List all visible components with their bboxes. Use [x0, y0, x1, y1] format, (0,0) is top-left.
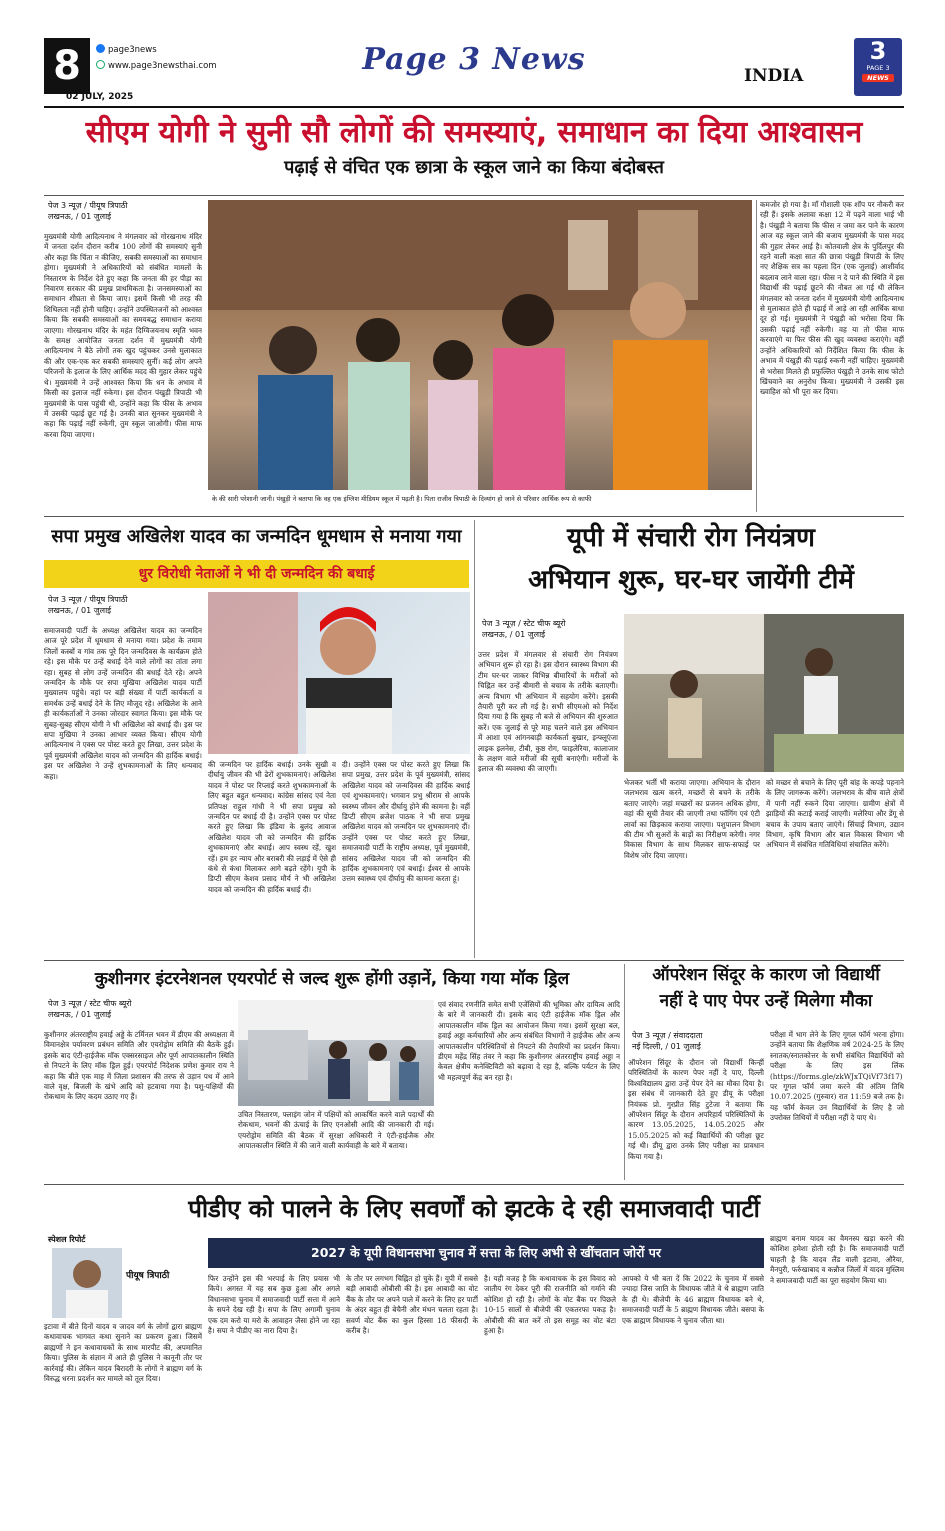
story3-photo [624, 614, 904, 772]
story1-caption: के की सारी परेशानी जानी। पंखुड़ी ने बताया कि वह एक इंग्लिश मीडियम स्कूल में पढ़ती है। पिता राजीव त्रिपाठी के दिव्यांग हो जाने से परिवार आर्थिक रूप से काफी [212, 495, 592, 503]
akhilesh-portrait [208, 592, 470, 754]
divider [624, 964, 625, 1180]
story6-column-2: फिर उन्होंने इस की भरपाई के लिए प्रयास भी किये। अगस्त में यह सब कुछ हुआ और अगले विधानसभा चुनाव में समाजवादी पार्टी सत्ता में आने के सपने देख रही है। सपा के लिए अगामी चुनाव एक दम करो या मरो के आवाहन जैसा होने जा रहा है। सपा ने पीडीए का नारा दिया है। [208, 1274, 340, 1336]
story6-column-3: के तौर पर लगभग चिह्नित हो चुके हैं। यूपी में सबसे बड़ी आबादी ओबीसी की है। इस आबादी का वोट बैंक के तौर पर अपने पाले में करने के लिए हर पार्टी के अंदर बहुत ही बेचैनी और मंथन चलता रहता है। सवर्ण वोट बैंक का कुल हिस्सा 18 फीसदी के करीब है। [346, 1274, 478, 1336]
page-number: 8 [44, 38, 90, 94]
story1-column-3: कमजोर हो गया है। माँ गौशाली एक शॉप पर नौकरी कर रही हैं। इसके अलावा कक्षा 12 में पढ़ने वाला भाई भी है। पंखुड़ी ने बताया कि फीस न जमा कर पाने के कारण आज वह स्कूल जाने की बजाय मुख्यमंत्री के पास मदद की गुहार लेकर आई है। कोतवाली क्षेत्र के पुर्दिलपुर की रहने वाली कक्षा सात की छात्रा पंखुड़ी त्रिपाठी के लिए नए शैक्षिक सत्र का पहला दिन (एक जुलाई) आशीर्वाद बदलाव लाने वाला रहा। फीस न दे पाने की स्थिति में इस विद्यार्थी की पढ़ाई छूटने की नौबत आ गई थी लेकिन मंगलवार को जनता दर्शन में मुख्यमंत्री योगी आदित्यनाथ से मुलाकात होते ही पढ़ाई में आड़े आ रही आर्थिक बाधा दूर हो गई। मुख्यमंत्री ने पंखुड़ी को भरोसा दिया कि उसकी पढ़ाई नहीं रुकेगी। वह या तो फीस माफ करवाएंगे या फिर फीस की खुद व्यवस्था कराएंगे। वहीं उन्होंने अधिकारियों को निर्देशित किया कि फीस के अभाव में पंखुड़ी की पढ़ाई रुकनी नहीं चाहिए। मुख्यमंत्री से भरोसा मिलते ही प्रफुल्लित पंखुड़ी ने उनके साथ फोटो खिंचवाने का अनुरोध किया। मुख्यमंत्री ने उसकी इस ख्वाहिश को भी पूरा कर दिया। [760, 200, 904, 397]
story3-headline-2: अभियान शुरू, घर-घर जायेंगी टीमें [528, 565, 854, 595]
story1-column-1: मुख्यमंत्री योगी आदित्यनाथ ने मंगलवार को गोरखनाथ मंदिर में जनता दर्शन दौरान करीब 100 लोगों की समस्याएं सुनी और कहा कि चिंता न कीजिए, सबकी समस्याओं का समाधान होगा। मुख्यमंत्री ने अधिकारियों को संबंधित मामलों के निस्तारण के निर्देश देते हुए कहा कि जनता की हर पीड़ा का निवारण सरकार की प्रमुख प्राथमिकता है। जनसमस्याओं का समाधान शीघ्रता से किया जाए। इसमें किसी भी तरह की शिथिलता नहीं होनी चाहिए। उन्होंने उपस्थितजनों को आश्वस्त किया कि सबकी समस्याओं का समयबद्ध समाधान कराया जाएगा। गोरखनाथ मंदिर के महंत दिग्विजयनाथ स्मृति भवन के समक्ष आयोजित जनता दर्शन में मुख्यमंत्री योगी आदित्यनाथ ने बैठे लोगों तक खुद पहुंचकर उनसे मुलाकात की और एक-एक कर सबकी समस्याएं सुनीं। कई लोग अपने परिजनों के इलाज के लिए आर्थिक मदद की गुहार लेकर पहुंचे थे। मुख्यमंत्री ने उन्हें आश्वस्त किया कि धन के अभाव में किसी का इलाज नहीं रुकेगा। इस दौरान पंखुड़ी त्रिपाठी भी मुख्यमंत्री के पास पहुंची थी, उन्होंने कहा कि फीस के अभाव में उसकी पढ़ाई छूट गई है। उनकी बात सुनकर मुख्यमंत्री ने कहा कि पढ़ाई नहीं रुकेगी, तुम स्कूल जाओगी। फीस माफ करवा दिया जाएगा। [44, 232, 202, 439]
story1-photo [208, 200, 752, 490]
newspaper-logo: Page 3 News [362, 42, 586, 77]
story3-column-3: को मच्छर से बचाने के लिए पूरी बांह के कपड़े पहनाने के लिए जागरूक करेंगे। जलभराव के बीच वाले क्षेत्रों में पानी नहीं रुकने दिया जाएगा। ग्रामीण क्षेत्रों में झाड़ियों की कटाई कराई जाएगी। मलेरिया और डेंगू से बचाव के उपाय बताए जाएंगे। सिंचाई विभाग, उद्यान विभाग, कृषि विभाग और बाल विकास विभाग भी अभियान में संबंधित गतिविधियां संचालित करेंगे। [766, 778, 904, 850]
story4-column-2: उचित निस्तारण, फ्लाइंग जोन में पक्षियों को आकर्षित करने वाले पदार्थों की रोकथाम, भवनों की ऊंचाई के लिए एनओसी आदि की जानकारी दी गई। एयरोड्रोम समिति की बैठक में सुरक्षा अधिकारी ने एंटी-हाईजैक और आपातकालीन स्थिति में की जाने वाली कार्यवाही के बारे में बताया। [238, 1110, 434, 1151]
globe-icon [96, 60, 105, 69]
story2-byline-place: लखनऊ, / 01 जुलाई [48, 606, 112, 615]
story4-headline: कुशीनगर इंटरनेशनल एयरपोर्ट से जल्द शुरू होंगी उड़ानें, किया गया मॉक ड्रिल [94, 969, 570, 989]
story4-photo [238, 1000, 434, 1106]
cm-meeting-photo [208, 200, 752, 490]
divider [44, 195, 904, 196]
story6-column-6: ब्राह्मण बनाम यादव का वैमनस्य खड़ा करने की कोशिश हमेशा होती रही है। कि समाजवादी पार्टी चाहती है कि यादव लैंड वाली इटावा, औरैया, मैनपुरी, फर्रुखाबाद व कन्नौज जिलों में यादव मुस्लिम ने समाजवादी पार्टी का पूरा सहयोग किया था। [770, 1234, 904, 1285]
story2-headline: सपा प्रमुख अखिलेश यादव का जन्मदिन धूमधाम से मनाया गया [51, 526, 462, 547]
airport-drill-photo [238, 1000, 434, 1106]
story2-byline [48, 594, 198, 616]
story1-subhead: पढ़ाई से वंचित एक छात्रा के स्कूल जाने का किया बंदोबस्त [284, 157, 664, 178]
social-handle[interactable]: page3news [96, 44, 157, 55]
story3-column-2: भेजकर भर्ती भी कराया जाएगा। अभियान के दौरान जलभराव खत्म करने, मच्छरों से बचने के तरीके बताए जाएंगे। जहां मच्छरों का प्रजनन अधिक होगा, वहां की सूची तैयार की जाएगी तथा फॉगिंग एवं एंटी लार्वा का छिड़काव कराया जाएगा। पशुपालन विभाग की टीम भी सुअरों के बाड़ों का निरीक्षण करेगी। नगर विकास विभाग के साथ मिलकर साफ-सफाई पर विशेष जोर दिया जाएगा। [624, 778, 760, 860]
story4-byline-place: लखनऊ, / 01 जुलाई [48, 1010, 112, 1019]
story5-byline-source: पेज 3 न्यूज़ / संवाददाता [632, 1031, 703, 1040]
story4-column-3: एवं संवाद रणनीति समेत सभी एजेंसियों की भूमिका और दायित्व आदि के बारे में जानकारी दी। इसके बाद एंटी हाईजैक मॉक ड्रिल और आपातकालीन मॉक ड्रिल का आयोजन किया गया। इसमें सुरक्षा बल, हवाई अड्डा कर्मचारियों और अन्य संबंधित विभागों ने हाईजैक और अन्य आपातकालीन परिस्थितियों से निपटने की तैयारियों का प्रदर्शन किया। डीएम महेंद्र सिंह तंवर ने कहा कि कुशीनगर अंतरराष्ट्रीय हवाई अड्डा न केवल क्षेत्रीय कनेक्टिविटी को बढ़ावा दे रहा है, बल्कि पर्यटन के लिए भी महत्वपूर्ण केंद्र बन रहा है। [438, 1000, 620, 1082]
story2-byline-source: पेज 3 न्यूज़ / पीयूष त्रिपाठी [48, 595, 128, 604]
story6-author: पीयूष त्रिपाठी [126, 1271, 170, 1281]
story6-special-label: स्पेशल रिपोर्ट [48, 1235, 86, 1244]
brand-badge [854, 38, 902, 96]
divider [44, 1184, 904, 1185]
story6-headline: पीडीए को पालने के लिए सवर्णों को झटके दे रही समाजवादी पार्टी [188, 1195, 760, 1223]
story3-headline-1: यूपी में संचारी रोग नियंत्रण [567, 523, 815, 553]
story6-column-1: इटावा में बीते दिनों यादव व जादव वर्ग के लोगों द्वारा ब्राह्मण कथावाचक भागवत कथा सुनाने का प्रकरण हुआ। जिसमें ब्राह्मणों ने इन कथावाचकों के साथ मारपीट की, अपमानित किया। पुलिस के संज्ञान में आते ही पुलिस ने कानूनी तौर पर कार्रवाई की। लेकिन यादव बिरादरी के लोगों ने ब्राह्मण वर्ग के विरुद्ध धरना प्रदर्शन कर मामले को तूल दिया। [44, 1322, 202, 1384]
story6-subhead: 2027 के यूपी विधानसभा चुनाव में सत्ता के लिए अभी से खींचतान जोरों पर [208, 1238, 764, 1268]
story4-byline-source: पेज 3 न्यूज़ / स्टेट चीफ ब्यूरो [48, 999, 132, 1008]
badge-line1: PAGE 3 [866, 64, 890, 72]
story4-byline [48, 998, 218, 1020]
story3-column-1: उत्तर प्रदेश में मंगलवार से संचारी रोग नियंत्रण अभियान शुरू हो रहा है। इस दौरान स्वास्थ्य विभाग की टीम घर-घर जाकर विभिन्न बीमारियों के मरीजों को चिह्नित कर उन्हें बीमारी से बचाव के तरीके बताएगी। अन्य विभाग भी अभियान में सहयोग करेंगे। इसकी तैयारी पूरी कर ली गई है। सभी सीएमओ को निर्देश दिया गया है कि सुबह नौ बजे से अभियान की शुरुआत करें। एक जुलाई से पूरे माह चलने वाले इस अभियान में आशा एवं आंगनबाड़ी कार्यकर्ता बुखार, इन्फ्लूएंजा लाइक इलनेस, टीबी, कुष्ठ रोग, फाइलेरिया, कालाजार के लक्षण वाले मरीजों की सूची बनाएंगी। मरीजों के इलाज की व्यवस्था की जाएगी। [478, 650, 618, 774]
divider [756, 200, 757, 512]
author-photo [52, 1248, 122, 1318]
divider [44, 960, 904, 961]
divider [44, 516, 904, 517]
story5-byline-place: नई दिल्ली, / 01 जुलाई [632, 1042, 701, 1051]
social-icon [96, 44, 105, 53]
story6-column-4: है। यही वजह है कि कथावाचक के इस विवाद को जातीय रंग देकर पूरी की राजनीति को गर्माने की कोशिश हो रही है। लोगों के वोट बैंक पर पिछले 10-15 सालों से बीजेपी की एकतरफा पकड़ है। ओबीसी की बात करें तो इस समूह का वोट बंटा हुआ है। [484, 1274, 616, 1336]
story3-byline-source: पेज 3 न्यूज़ / स्टेट चीफ ब्यूरो [482, 619, 566, 628]
issue-date: 02 JULY, 2025 [66, 92, 134, 102]
story6-column-5: आपको ये भी बता दें कि 2022 के चुनाव में सबसे ज्यादा जिस जाति के विधायक जीते वे थे ब्राह्मण जाति के ही थे। बीजेपी के 46 ब्राह्मण विधायक बने थे, समाजवादी पार्टी के 5 ब्राह्मण विधायक जीते। बसपा के एक ब्राह्मण विधायक ने चुनाव जीता था। [622, 1274, 764, 1325]
edition-label: INDIA [744, 66, 804, 86]
story2-column-2: की जन्मदिन पर हार्दिक बधाई। उनके सुखी व दीर्घायु जीवन की भी ढेरों शुभकामनाएं। अखिलेश यादव ने पोस्ट पर रिप्लाई करते शुभकामनाओं के लिए बहुत बहुत धन्यवाद। कांग्रेस सांसद एवं नेता प्रतिपक्ष राहुल गांधी ने भी सपा प्रमुख को जन्मदिन पर बधाई दी है। उन्होंने एक्स पर पोस्ट करते हुए लिखा कि इंडिया के बुलंद आवाज अखिलेश यादव जी को जन्मदिन की हार्दिक शुभकामनाएं और बधाई। आप स्वस्थ रहें, खुश रहें। हम हर न्याय और बराबरी की लड़ाई में ऐसे ही कंधे से कंधा मिलाकर आगे बढ़ते रहेंगे। यूपी के डिप्टी सीएम केशव प्रसाद मौर्य ने भी अखिलेश यादव को जन्मदिन की हार्दिक बधाई दी। [208, 760, 336, 894]
story2-column-1: समाजवादी पार्टी के अध्यक्ष अखिलेश यादव का जन्मदिन आज पूरे प्रदेश में धूमधाम से मनाया गया। प्रदेश के तमाम जिलों कस्बों व गांव तक पूरे दिन जन्मदिवस के कार्यक्रम होते रहे। इस मौके पर उन्हें बधाई देने वाले लोगों का तांता लगा रहा। सुबह से लोग उन्हें जन्मदिन की बधाई देते रहे। अपने जन्मदिन के मौके पर सपा मुखिया अखिलेश यादव पार्टी मुख्यालय पहुंचे। वहां पर बड़ी संख्या में पार्टी कार्यकर्ता व समर्थक उन्हें बधाई देने के लिए मौजूद रहे। अखिलेश के आने ही कार्यकर्ताओं ने उनका जोरदार स्वागत किया। इस मौके पर सुबह-सुबह सीएम योगी ने भी अखिलेश को बधाई दी। इस पर सपा मुखिया ने उनका आभार व्यक्त किया। सीएम योगी आदित्यनाथ ने एक्स पर पोस्ट करते हुए लिखा, उत्तर प्रदेश के पूर्व मुख्यमंत्री अखिलेश यादव को जन्मदिन की हार्दिक बधाई। इस पर अखिलेश ने उन्हें शुभकामनाओं के लिए धन्यवाद कहा। [44, 626, 202, 781]
masthead-rule [44, 106, 904, 108]
divider [474, 520, 475, 958]
story1-byline-source: पेज 3 न्यूज़ / पीयूष त्रिपाठी [48, 201, 128, 210]
website-link[interactable]: www.page3newsthai.com [96, 60, 217, 71]
story5-headline-1: ऑपरेशन सिंदूर के कारण जो विद्यार्थी [652, 965, 880, 985]
story5-column-2: परीक्षा में भाग लेने के लिए गूगल फॉर्म भरना होगा। उन्होंने बताया कि शैक्षणिक वर्ष 2024-25 के लिए स्नातक/स्नातकोत्तर के सभी संबंधित विद्यार्थियों को परीक्षा के लिए इस लिंक (https://forms.gle/zkWJxTQiVf73f17) पर गूगल फॉर्म जमा करने की अंतिम तिथि 10.07.2025 (गुरुवार) रात 11:59 बजे तक है। यह फॉर्म केवल उन विद्यार्थियों के लिए है जो उपरोक्त तिथियों में परीक्षा नहीं दे पाए थे। [770, 1030, 904, 1123]
masthead [44, 36, 904, 106]
story5-headline-2: नहीं दे पाए पेपर उन्हें मिलेगा मौका [659, 991, 873, 1011]
story1-byline-place: लखनऊ, / 01 जुलाई [48, 212, 112, 221]
badge-number: 3 [869, 37, 887, 65]
story1-headline: सीएम योगी ने सुनी सौ लोगों की समस्याएं, समाधान का दिया आश्वासन [85, 115, 863, 150]
story5-column-1: ऑपरेशन सिंदूर के दौरान जो विद्यार्थी किन्हीं परिस्थितियों के कारण पेपर नहीं दे पाए, दिल्ली विश्वविद्यालय द्वारा उन्हें पेपर देने का मौका दिया है। इस संबंध में जानकारी देते हुए डीयू के परीक्षा नियंत्रक प्रो. गुरप्रीत सिंह टुटेजा ने बताया कि ऑपरेशन सिंदूर के दौरान अपरिहार्य परिस्थितियों के कारण 13.05.2025, 14.05.2025 और 15.05.2025 को कई विद्यार्थियों की परीक्षा छूट गई थी। डीयू द्वारा उनके लिए परीक्षा का प्रावधान किया गया है। [628, 1058, 764, 1161]
story3-byline [482, 618, 622, 640]
health-team-photo [624, 614, 904, 772]
story2-subhead: धुर विरोधी नेताओं ने भी दी जन्मदिन की बधाई [44, 560, 469, 588]
story2-photo [208, 592, 470, 754]
badge-line2: NEWS [862, 74, 894, 82]
story4-column-1: कुशीनगर अंतरराष्ट्रीय हवाई अड्डे के टर्मिनल भवन में डीएम की अध्यक्षता में विमानक्षेत्र पर्यावरण प्रबंधन समिति और एयरोड्रोम समिति की बैठकें हुईं। इसके बाद एंटी-हाईजैक मॉक एक्सरसाइज और पूर्ण आपातकालीन स्थिति से निपटने के लिए मॉक ड्रिल हुई। एयरपोर्ट निदेशक प्रणेश कुमार राय ने कहा कि बीते एक माह में जिला प्रशासन की तरफ से उड़ान पथ में आने वाले वृक्ष, बिजली के खंभे आदि को हटवाया गया है। पशु-पक्षियों की रोकथाम के लिए कदम उठाए गए हैं। [44, 1030, 234, 1102]
author-avatar [52, 1248, 122, 1318]
story2-column-3: दी। उन्होंने एक्स पर पोस्ट करते हुए लिखा कि सपा प्रमुख, उत्तर प्रदेश के पूर्व मुख्यमंत्री, सांसद अखिलेश यादव को जन्मदिवस की हार्दिक बधाई एवं शुभकामनाएं। भगवान प्रभु श्रीराम से आपके स्वस्थ्य जीवन और दीर्घायु होने की कामना है। वहीं डिप्टी सीएम ब्रजेश पाठक ने भी सपा प्रमुख अखिलेश यादव को जन्मदिन पर शुभकामनाएं दीं। उन्होंने एक्स पर पोस्ट करते हुए लिखा, समाजवादी पार्टी के राष्ट्रीय अध्यक्ष, पूर्व मुख्यमंत्री, सांसद अखिलेश यादव जी को जन्मदिन की हार्दिक शुभकामनाएं एवं बधाई। ईश्वर से आपके उत्तम स्वास्थ्य एवं दीर्घायु की कामना करता हूं। [342, 760, 470, 884]
story3-byline-place: लखनऊ, / 01 जुलाई [482, 630, 546, 639]
story5-byline [632, 1030, 768, 1052]
story1-byline [48, 200, 198, 222]
